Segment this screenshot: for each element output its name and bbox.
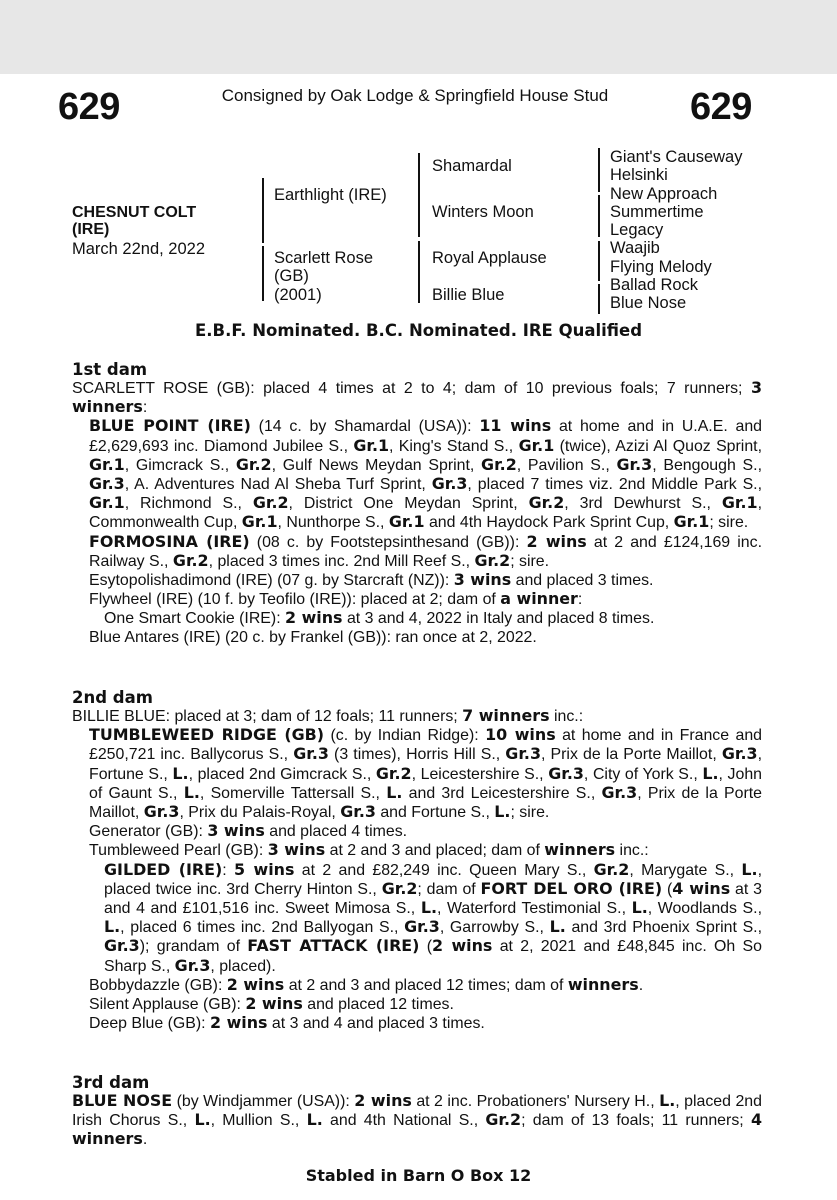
second-dam-heading: 2nd dam (72, 688, 153, 707)
produce-gilded: GILDED (IRE): 5 wins at 2 and £82,249 inc. Queen Mary S., Gr.2, Marygate S., L., placed twice inc. 3rd Cherry Hinton S., Gr.2; dam of FORT DEL ORO (IRE) (4 wins at 3 and 4 and £101,516 inc. Sweet Mimosa S., L., Waterford Testimonial S., L., Woodlands S., L., placed 6 times inc. 2nd Ballyogan S., Gr.3, Garrowby S., L. and 3rd Phoenix Sprint S., Gr.3); grandam of FAST ATTACK (IRE) (2 wins at 2, 2021 and £48,845 inc. Oh So Sharp S., Gr.3, placed). (104, 859, 763, 975)
produce-tumbleweed-pearl: Tumbleweed Pearl (GB): 3 wins at 2 and 3 and placed; dam of winners inc.: (89, 840, 649, 860)
produce-esytopolishadimond: Esytopolishadimond (IRE) (07 g. by Starcraft (NZ)): 3 wins and placed 3 times. (89, 570, 654, 590)
pedigree-bracket-line (598, 284, 600, 314)
pedigree-sire-dam: Winters Moon (432, 203, 534, 221)
pedigree-g3-8: Ballad Rock (610, 276, 699, 294)
stabling-info: Stabled in Barn O Box 12 (305, 1166, 532, 1185)
produce-tumbleweed-ridge: TUMBLEWEED RIDGE (GB) (c. by Indian Ridge): 10 wins at home and in France and £250,721 inc. Ballycorus S., Gr.3 (3 times), Horris Hill S., Gr.3, Prix de la Porte Maillot, Gr.3, Fortune S., L., placed 2nd Gimcrack S., Gr.2, Leicestershire S., Gr.3, City of York S., L., John of Gaunt S., L., Somerville Tattersall S., L. and 3rd Leicestershire S., Gr.3, Prix de la Porte Maillot, Gr.3, Prix du Palais-Royal, Gr.3 and Fortune S., L.; sire. (89, 725, 763, 822)
produce-blue-point: BLUE POINT (IRE) (14 c. by Shamardal (USA)): 11 wins at home and in U.A.E. and £2,629,693 inc. Diamond Jubilee S., Gr.1, King's Stand S., Gr.1 (twice), Azizi Al Quoz Sprint, Gr.1, Gimcrack S., Gr.2, Gulf News Meydan Sprint, Gr.2, Pavilion S., Gr.3, Bengough S., Gr.3, A. Adventures Nad Al Sheba Turf Sprint, Gr.3, placed 7 times viz. 2nd Middle Park S., Gr.1, Richmond S., Gr.2, District One Meydan Sprint, Gr.2, 3rd Dewhurst S., Gr.1, Commonwealth Cup, Gr.1, Nunthorpe S., Gr.1 and 4th Haydock Park Sprint Cup, Gr.1; sire. (89, 416, 763, 532)
foaling-date: March 22nd, 2022 (72, 240, 206, 258)
pedigree-g3-6: Waajib (610, 239, 660, 257)
third-dam-blue-nose: BLUE NOSE (by Windjammer (USA)): 2 wins at 2 inc. Probationers' Nursery H., L., placed 2nd Irish Chorus S., L., Mullion S., L. and 4th National S., Gr.2; dam of 13 foals; 11 runners; 4 winners. (72, 1091, 762, 1149)
produce-blue-antares: Blue Antares (IRE) (20 c. by Frankel (GB)): ran once at 2, 2022. (89, 628, 537, 646)
pedigree-g3-2: Helsinki (610, 166, 668, 184)
pedigree-bracket-line (262, 246, 264, 301)
produce-bobbydazzle: Bobbydazzle (GB): 2 wins at 2 and 3 and placed 12 times; dam of winners. (89, 974, 644, 994)
pedigree-g3-3: New Approach (610, 185, 718, 203)
produce-formosina: FORMOSINA (IRE) (08 c. by Footstepsinthesand (GB)): 2 wins at 2 and £124,169 inc. Railway S., Gr.2, placed 3 times inc. 2nd Mill Reef S., Gr.2; sire. (89, 531, 763, 570)
pedigree-bracket-line (598, 241, 600, 281)
produce-one-smart-cookie: One Smart Cookie (IRE): 2 wins at 3 and 4, 2022 in Italy and placed 8 times. (104, 608, 655, 628)
pedigree-dam-year: (2001) (274, 286, 322, 304)
pedigree-dam: Scarlett Rose (274, 249, 374, 267)
pedigree-dam-dam: Billie Blue (432, 286, 505, 304)
first-dam-section (72, 360, 762, 647)
pedigree-dam-origin: (GB) (274, 267, 309, 285)
produce-generator: Generator (GB): 3 wins and placed 4 times. (89, 821, 408, 841)
horse-origin: (IRE) (72, 221, 110, 238)
pedigree-bracket-line (598, 148, 600, 192)
produce-flywheel: Flywheel (IRE) (10 f. by Teofilo (IRE)): placed at 2; dam of a winner: (89, 589, 583, 609)
pedigree-sire: Earthlight (IRE) (274, 186, 387, 204)
second-dam-section (72, 688, 762, 1033)
pedigree-sire-sire: Shamardal (432, 157, 512, 175)
pedigree-dam-sire: Royal Applause (432, 249, 547, 267)
produce-deep-blue: Deep Blue (GB): 2 wins at 3 and 4 and placed 3 times. (89, 1013, 485, 1033)
nominations-line: E.B.F. Nominated. B.C. Nominated. IRE Qualified (194, 321, 643, 340)
third-dam-section (72, 1073, 762, 1150)
pedigree-g3-5: Legacy (610, 221, 664, 239)
produce-silent-applause: Silent Applause (GB): 2 wins and placed 12 times. (89, 994, 454, 1014)
top-background-strip (0, 0, 837, 74)
lot-number-right: 629 (690, 86, 752, 128)
pedigree-g3-7: Flying Melody (610, 258, 712, 276)
pedigree-bracket-line (418, 153, 420, 237)
pedigree-bracket-line (262, 178, 264, 243)
pedigree-bracket-line (418, 241, 420, 303)
first-dam-intro: SCARLETT ROSE (GB): placed 4 times at 2 to 4; dam of 10 previous foals; 7 runners; 3 winners: (72, 378, 762, 417)
pedigree-g3-9: Blue Nose (610, 294, 687, 312)
first-dam-heading: 1st dam (72, 360, 148, 379)
second-dam-intro: BILLIE BLUE: placed at 3; dam of 12 foals; 11 runners; 7 winners inc.: (72, 706, 584, 725)
pedigree-g3-1: Giant's Causeway (610, 148, 743, 166)
lot-number-left: 629 (58, 86, 120, 128)
third-dam-heading: 3rd dam (72, 1073, 150, 1092)
horse-description: CHESNUT COLT (72, 204, 197, 221)
consignor-line: Consigned by Oak Lodge & Springfield House Stud (221, 86, 609, 105)
pedigree-bracket-line (598, 195, 600, 237)
pedigree-g3-4: Summertime (610, 203, 704, 221)
